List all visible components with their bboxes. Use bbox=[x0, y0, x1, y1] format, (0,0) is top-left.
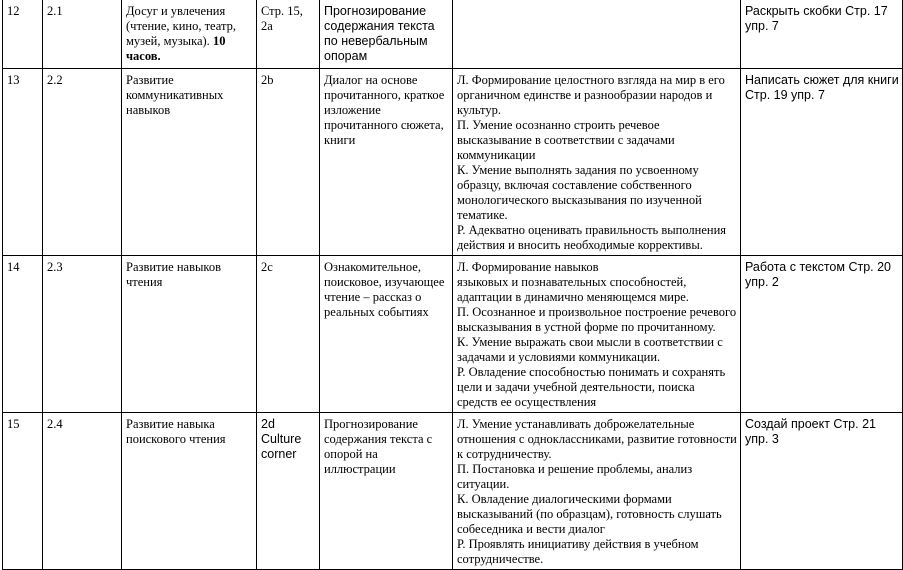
textbook-page: 2b bbox=[257, 69, 320, 256]
lesson-topic: Развитие навыка поискового чтения bbox=[122, 413, 257, 570]
homework: Написать сюжет для книги Стр. 19 упр. 7 bbox=[741, 69, 903, 256]
table-row bbox=[3, 69, 903, 256]
lesson-topic-hours: 10 часов. bbox=[126, 34, 226, 63]
outcome-communicative: К. Умение выполнять задания по усвоенному образцу, включая составление собственного монологического высказывания по изученной тематике. bbox=[457, 163, 702, 222]
activity-type: Диалог на основе прочитанного, краткое изложение прочитанного сюжета, книги bbox=[320, 69, 453, 256]
lesson-number: 13 bbox=[3, 69, 43, 256]
lesson-topic: Развитие навыков чтения bbox=[122, 256, 257, 413]
learning-outcomes bbox=[453, 256, 741, 413]
learning-outcomes bbox=[453, 413, 741, 570]
outcome-cognitive: П. Осознанное и произвольное построение речевого высказывания в устной форме по прочитанному. bbox=[457, 305, 737, 334]
lesson-number: 15 bbox=[3, 413, 43, 570]
textbook-page: 2d Culture corner bbox=[257, 413, 320, 570]
outcome-personal: Л. Формирование навыков bbox=[457, 260, 599, 274]
activity-type: Прогнозирование содержания текста по невербальным опорам bbox=[320, 0, 453, 69]
homework: Раскрыть скобки Стр. 17 упр. 7 bbox=[741, 0, 903, 69]
outcome-personal-cont: языковых и познавательных способностей, bbox=[457, 275, 687, 289]
lesson-code: 2.3 bbox=[43, 256, 122, 413]
textbook-page: Стр. 15, 2a bbox=[257, 0, 320, 69]
outcome-regulatory: Р. Адекватно оценивать правильность выполнения действия и вносить необходимые коррективы. bbox=[457, 223, 727, 252]
activity-type: Ознакомительное, поисковое, изучающее чтение – рассказ о реальных событиях bbox=[320, 256, 453, 413]
outcome-regulatory: Р. Проявлять инициативу действия в учебном сотрудничестве. bbox=[457, 537, 699, 566]
activity-type: Прогнозирование содержания текста с опорой на иллюстрации bbox=[320, 413, 453, 570]
lesson-topic-text: Досуг и увлечения (чтение, кино, театр, музей, музыка). bbox=[126, 4, 236, 48]
lesson-code: 2.1 bbox=[43, 0, 122, 69]
homework: Создай проект Стр. 21 упр. 3 bbox=[741, 413, 903, 570]
outcome-personal: Л. Умение устанавливать доброжелательные отношения с одноклассниками, развитие готовности к сотрудничеству. bbox=[457, 417, 737, 461]
table-row bbox=[3, 0, 903, 69]
lesson-code: 2.4 bbox=[43, 413, 122, 570]
outcome-communicative: К. Овладение диалогическими формами высказываний (по образцам), готовность слушать собеседника и вести диалог bbox=[457, 492, 722, 536]
lesson-number: 12 bbox=[3, 0, 43, 69]
lesson-number: 14 bbox=[3, 256, 43, 413]
homework: Работа с текстом Стр. 20 упр. 2 bbox=[741, 256, 903, 413]
lesson-topic: Развитие коммуникативных навыков bbox=[122, 69, 257, 256]
lesson-plan-table bbox=[2, 0, 903, 570]
outcome-regulatory: Р. Овладение способностью понимать и сохранять цели и задачи учебной деятельности, поиска средств ее осуществления bbox=[457, 365, 726, 409]
table-row bbox=[3, 413, 903, 570]
outcome-cognitive: П. Постановка и решение проблемы, анализ ситуации. bbox=[457, 462, 693, 491]
outcome-personal: Л. Формирование целостного взгляда на мир в его органичном единстве и разнообразии народов и культур. bbox=[457, 73, 725, 117]
lesson-topic bbox=[122, 0, 257, 69]
learning-outcomes bbox=[453, 0, 741, 69]
outcome-cognitive: П. Умение осознанно строить речевое высказывание в соответствии с задачами коммуникации bbox=[457, 118, 675, 162]
lesson-code: 2.2 bbox=[43, 69, 122, 256]
learning-outcomes bbox=[453, 69, 741, 256]
textbook-page: 2c bbox=[257, 256, 320, 413]
table-row bbox=[3, 256, 903, 413]
outcome-communicative: К. Умение выражать свои мысли в соответствии с задачами и условиями коммуникации. bbox=[457, 335, 723, 364]
outcome-personal-cont: адаптации в динамично меняющемся мире. bbox=[457, 290, 689, 304]
